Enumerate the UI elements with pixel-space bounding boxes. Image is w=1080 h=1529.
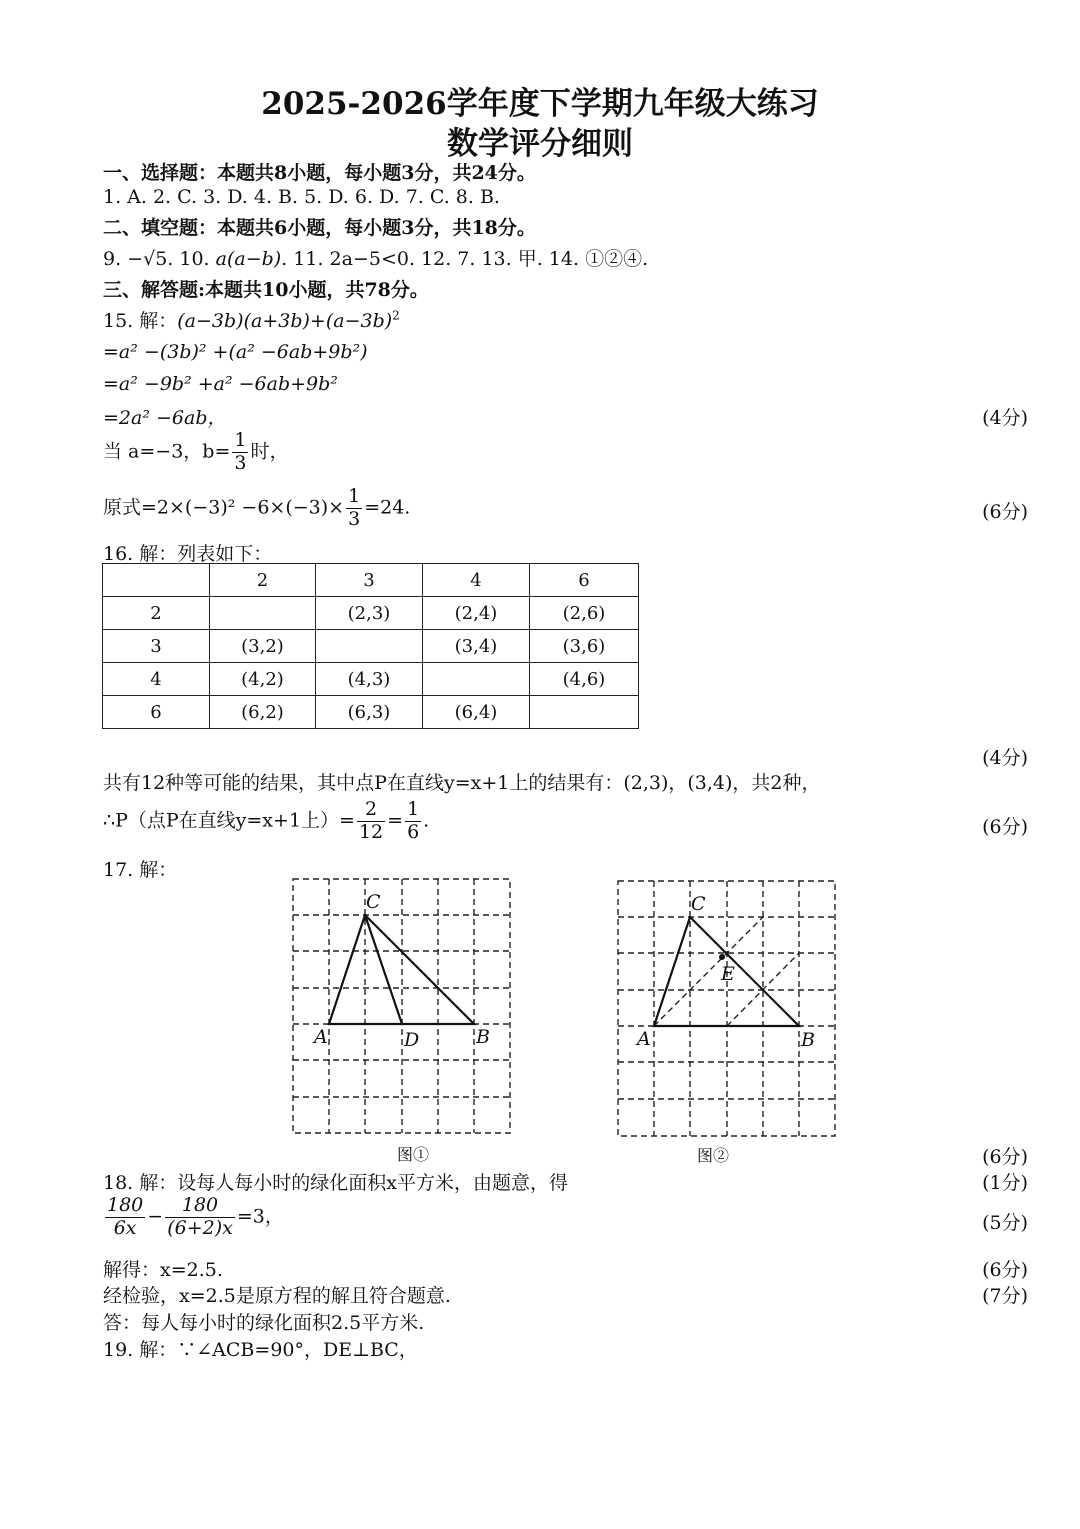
table-row — [103, 696, 639, 729]
frac-num: 180 — [107, 1194, 144, 1216]
table-row — [103, 663, 639, 696]
section2-answers — [103, 244, 648, 271]
frac-num: 2 — [357, 799, 385, 822]
q15-intro: 15. 解： — [103, 310, 178, 332]
table-cell — [210, 597, 316, 630]
q16-intro: 16. 解：列表如下： — [103, 543, 273, 565]
table-cell: 4 — [423, 564, 530, 597]
table-cell: 4 — [103, 663, 210, 696]
label-e: E — [721, 963, 735, 985]
q15-expr: (a−3b)(a+3b)+(a−3b) — [177, 310, 393, 332]
table-cell: (4,6) — [530, 663, 639, 696]
q16-prob-pre: ∴P（点P在直线y=x+1上）= — [103, 809, 355, 832]
frac-num: 1 — [234, 429, 247, 451]
table-cell — [530, 696, 639, 729]
table-cell — [423, 663, 530, 696]
page-title: 2025-2026学年度下学期九年级大练习 — [261, 86, 819, 122]
frac-num: 1 — [348, 485, 361, 507]
frac-den: 3 — [348, 507, 361, 530]
q19-intro: 19. 解：∵∠ACB=90°，DE⊥BC， — [103, 1339, 418, 1361]
q15-orig-frac — [346, 486, 362, 531]
table-cell: (2,3) — [316, 597, 423, 630]
q18-answer: 答：每人每小时的绿化面积2.5平方米. — [103, 1312, 425, 1334]
label-a: A — [637, 1028, 651, 1050]
frac-den: 12 — [358, 820, 384, 843]
frac-den: 3 — [234, 451, 247, 474]
table-cell: (4,3) — [316, 663, 423, 696]
table-cell: 2 — [210, 564, 316, 597]
label-b: B — [476, 1026, 490, 1048]
label-c: C — [691, 893, 706, 915]
frac-num: 180 — [165, 1195, 235, 1218]
point-e-dot — [719, 954, 725, 960]
q15-exp: 2 — [392, 308, 400, 323]
table-cell: (6,2) — [210, 696, 316, 729]
q18-eq-end: =3， — [236, 1205, 284, 1228]
q18-intro: 18. 解：设每人每小时的绿化面积x平方米，由题意，得 — [103, 1172, 568, 1194]
q16-frac1 — [357, 799, 385, 844]
figure-1-caption: 图① — [397, 1145, 430, 1164]
frac-num: 1 — [407, 798, 420, 820]
label-b: B — [801, 1029, 815, 1051]
q16-result: 共有12种等可能的结果，其中点P在直线y=x+1上的结果有：(2,3)，(3,4)，共2种， — [103, 772, 821, 794]
q18-frac1 — [105, 1195, 145, 1240]
label-a: A — [314, 1026, 328, 1048]
q15-line2: =a² −9b² +a² −6ab+9b² — [103, 373, 338, 395]
label-d: D — [404, 1029, 420, 1051]
table-cell — [316, 630, 423, 663]
q17-intro: 17. 解： — [103, 859, 178, 881]
q16-prob: ∴P（点P在直线y=x+1上）= $\frac{2}{12}$ = $\frac{1}{6}$ . — [103, 798, 430, 843]
q18-equation: $\frac{180}{6x}$ − $\frac{180}{(6+2)x}$ =3， — [107, 1194, 284, 1239]
table-row — [103, 597, 639, 630]
table-cell: 3 — [103, 630, 210, 663]
q18-score3: (6分) — [982, 1259, 1028, 1281]
table-cell: 6 — [530, 564, 639, 597]
table-cell — [103, 564, 210, 597]
table-row — [103, 630, 639, 663]
table-cell: 6 — [103, 696, 210, 729]
figure-2 — [617, 880, 837, 1138]
q15-score1: (4分) — [982, 407, 1028, 429]
figure-1 — [292, 878, 512, 1134]
page-subtitle: 数学评分细则 — [447, 126, 633, 162]
table-cell: (3,6) — [530, 630, 639, 663]
q15-line0 — [103, 306, 400, 333]
table-cell: (6,3) — [316, 696, 423, 729]
frac-den: (6+2)x — [167, 1216, 233, 1239]
section1-header: 一、选择题：本题共8小题，每小题3分，共24分。 — [103, 162, 536, 184]
answer-11-14: . 11. 2a−5<0. 12. 7. 13. 甲. 14. ①②④. — [281, 248, 649, 270]
table-cell: (2,6) — [530, 597, 639, 630]
q15-when-end: 时， — [250, 440, 289, 463]
table-cell: (4,2) — [210, 663, 316, 696]
table-cell: (3,2) — [210, 630, 316, 663]
section1-answers: 1. A. 2. C. 3. D. 4. B. 5. D. 6. D. 7. C. 8. B. — [103, 186, 500, 208]
table-cell: (3,4) — [423, 630, 530, 663]
q16-frac2 — [405, 799, 421, 844]
section3-header: 三、解答题:本题共10小题，共78分。 — [103, 279, 429, 301]
answer-10-expr: a(a−b) — [215, 248, 282, 270]
frac-den: 6 — [407, 820, 420, 843]
q18-score4: (7分) — [982, 1285, 1028, 1307]
q18-check: 经检验，x=2.5是原方程的解且符合题意. — [103, 1285, 451, 1307]
frac-den: 6x — [113, 1216, 137, 1239]
q16-score2: (6分) — [982, 816, 1028, 838]
figure-2-caption: 图② — [697, 1146, 730, 1165]
q15-line1: =a² −(3b)² +(a² −6ab+9b²) — [103, 341, 368, 363]
q15-score2: (6分) — [982, 501, 1028, 523]
label-c: C — [366, 891, 381, 913]
table-cell: 2 — [103, 597, 210, 630]
q15-orig-post: =24. — [364, 496, 411, 519]
q18-frac2 — [165, 1195, 235, 1240]
table-cell: 3 — [316, 564, 423, 597]
table-cell: (6,4) — [423, 696, 530, 729]
section2-header: 二、填空题：本题共6小题，每小题3分，共18分。 — [103, 217, 536, 239]
q18-solve: 解得：x=2.5. — [103, 1259, 223, 1281]
table-header-row — [103, 564, 639, 597]
q15-when-frac — [232, 430, 248, 475]
q16-score1: (4分) — [982, 747, 1028, 769]
q17-score: (6分) — [982, 1146, 1028, 1168]
q16-table — [102, 563, 639, 729]
q15-result — [103, 486, 410, 531]
q15-orig-pre: 原式=2×(−3)² −6×(−3)× — [103, 496, 345, 519]
answer-9-10: 9. −√5. 10. — [103, 248, 210, 270]
table-cell: (2,4) — [423, 597, 530, 630]
q15-line3: =2a² −6ab， — [103, 407, 227, 429]
q15-when-text: 当 a=−3，b= — [103, 440, 231, 463]
q18-score2: (5分) — [982, 1212, 1028, 1234]
q15-when — [103, 430, 289, 475]
q18-score1: (1分) — [982, 1172, 1028, 1194]
